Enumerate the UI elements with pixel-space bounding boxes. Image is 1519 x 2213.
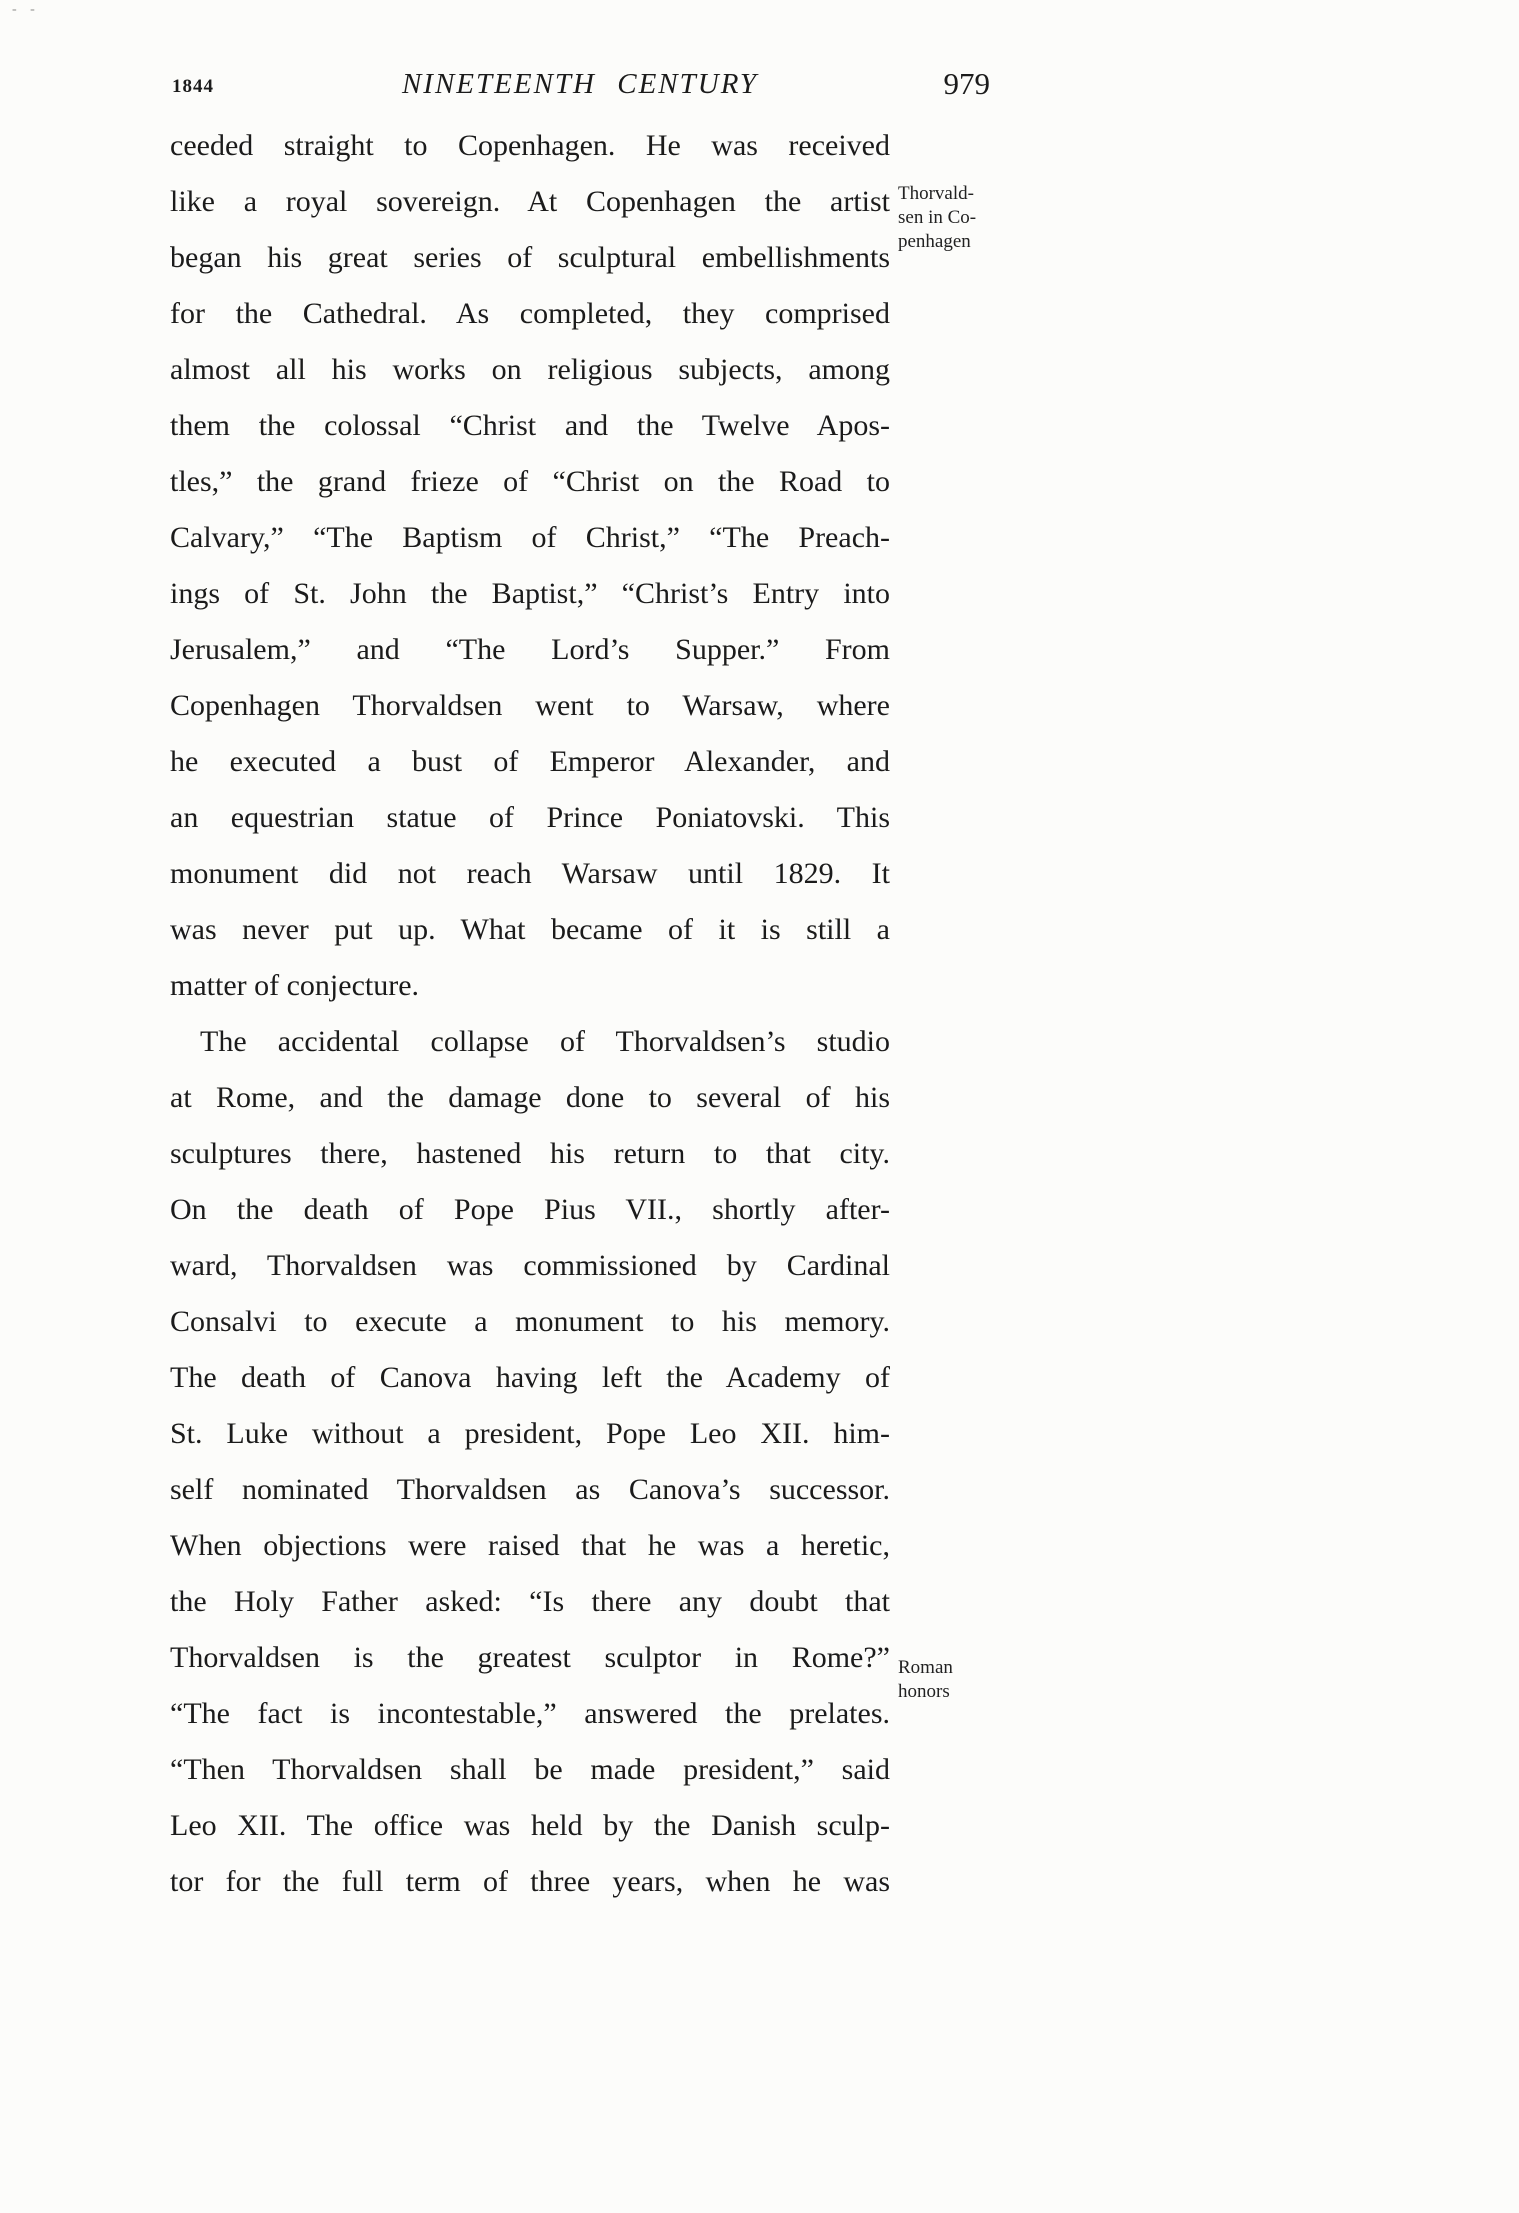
margin-note-1 xyxy=(898,182,1010,254)
text-line: Leo XII. The office was held by the Danish sculp- xyxy=(170,1809,890,1842)
scan-artifact: - - xyxy=(12,2,40,17)
text-line: Calvary,” “The Baptism of Christ,” “The Preach- xyxy=(170,521,890,554)
text-line: On the death of Pope Pius VII., shortly after- xyxy=(170,1193,890,1226)
paragraph xyxy=(170,1014,890,1910)
text-line: The death of Canova having left the Academy of xyxy=(170,1361,890,1394)
text-line: tles,” the grand frieze of “Christ on the Road to xyxy=(170,465,890,498)
margin-note-line: Thorvald- xyxy=(898,183,974,204)
text-line: he executed a bust of Emperor Alexander, and xyxy=(170,745,890,778)
text-line: matter of conjecture. xyxy=(170,969,420,1002)
text-line: When objections were raised that he was a heretic, xyxy=(170,1529,890,1562)
page-header xyxy=(170,66,990,108)
margin-note-line: Roman xyxy=(898,1657,953,1678)
text-line: an equestrian statue of Prince Poniatovski. This xyxy=(170,801,890,834)
text-line: began his great series of sculptural embellishments xyxy=(170,241,890,274)
text-line: like a royal sovereign. At Copenhagen the artist xyxy=(170,185,890,218)
margin-note-line: penhagen xyxy=(898,231,971,252)
text-line: Thorvaldsen is the greatest sculptor in Rome?” xyxy=(170,1641,890,1674)
text-line: them the colossal “Christ and the Twelve Apos- xyxy=(170,409,890,442)
page-body xyxy=(170,118,890,1910)
text-line: for the Cathedral. As completed, they comprised xyxy=(170,297,890,330)
text-line: self nominated Thorvaldsen as Canova’s successor. xyxy=(170,1473,890,1506)
header-title: NINETEENTH CENTURY xyxy=(401,68,759,100)
text-line: ings of St. John the Baptist,” “Christ’s Entry into xyxy=(170,577,890,610)
text-line: The accidental collapse of Thorvaldsen’s studio xyxy=(200,1025,890,1058)
margin-note-line: honors xyxy=(898,1681,950,1702)
text-line: “Then Thorvaldsen shall be made president,” said xyxy=(170,1753,890,1786)
text-line: the Holy Father asked: “Is there any doubt that xyxy=(170,1585,890,1618)
margin-note-2 xyxy=(898,1656,1010,1704)
text-line: Jerusalem,” and “The Lord’s Supper.” From xyxy=(170,633,890,666)
text-line: St. Luke without a president, Pope Leo XII. him- xyxy=(170,1417,890,1450)
margin-note-line: sen in Co- xyxy=(898,207,977,228)
text-line: ward, Thorvaldsen was commissioned by Cardinal xyxy=(170,1249,890,1282)
text-line: almost all his works on religious subjects, among xyxy=(170,353,890,386)
text-line: tor for the full term of three years, when he was xyxy=(170,1865,890,1898)
text-line: at Rome, and the damage done to several of his xyxy=(170,1081,890,1114)
text-line: sculptures there, hastened his return to that city. xyxy=(170,1137,890,1170)
text-line: monument did not reach Warsaw until 1829. It xyxy=(170,857,890,890)
text-line: ceeded straight to Copenhagen. He was received xyxy=(170,129,890,162)
text-line: “The fact is incontestable,” answered the prelates. xyxy=(170,1697,890,1730)
text-line: was never put up. What became of it is still a xyxy=(170,913,890,946)
text-line: Consalvi to execute a monument to his memory. xyxy=(170,1305,890,1338)
header-page-number: 979 xyxy=(943,66,990,101)
header-year: 1844 xyxy=(172,76,214,97)
paragraph xyxy=(170,118,890,1014)
text-line: Copenhagen Thorvaldsen went to Warsaw, where xyxy=(170,689,890,722)
